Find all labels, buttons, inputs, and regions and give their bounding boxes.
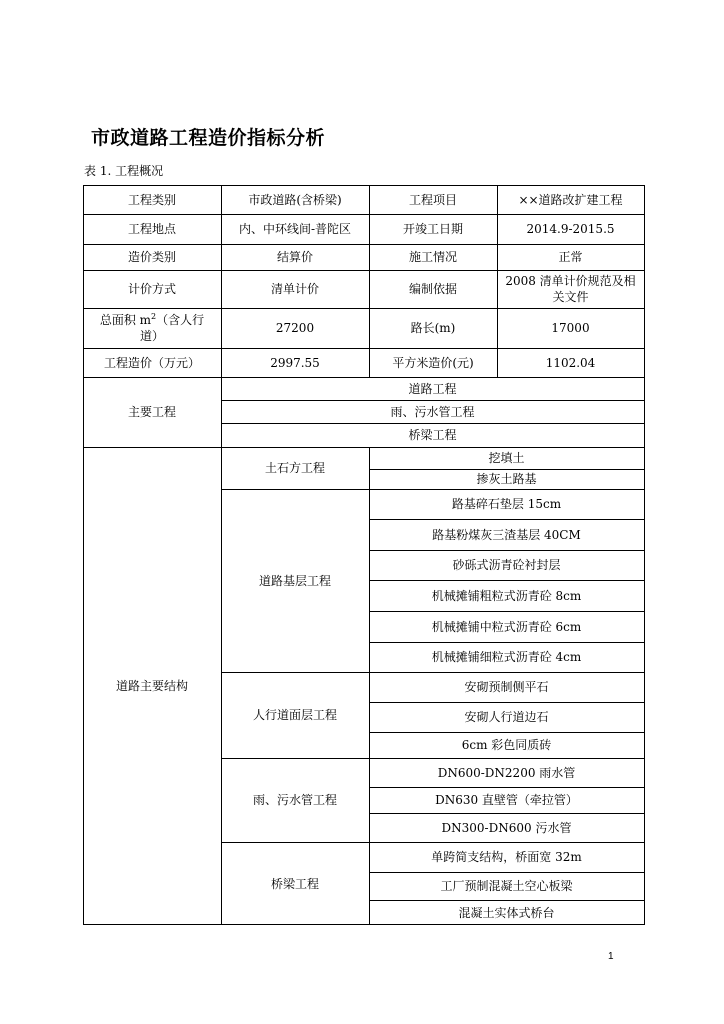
structure-item: 机械摊铺中粒式沥青砼 6cm [431, 619, 582, 634]
cell-label-pricing: 计价方式 [127, 282, 176, 296]
cell-value-cost: 2997.55 [270, 355, 320, 370]
structure-item: 安砌预制侧平石 [464, 680, 549, 694]
cell-value-unit-cost: 1102.04 [545, 355, 596, 370]
structure-item: 掺灰土路基 [476, 472, 537, 486]
structure-group-name: 道路基层工程 [258, 573, 331, 588]
cell-label-main-works: 主要工程 [127, 405, 176, 419]
structure-group-name: 人行道面层工程 [252, 708, 337, 722]
structure-item: 机械摊铺细粒式沥青砼 4cm [431, 650, 582, 664]
cell-label-length: 路长(m) [410, 321, 456, 335]
cell-value-basis: 2008 清单计价规范及相关文件 [505, 274, 636, 304]
cell-label-location: 工程地点 [127, 222, 176, 236]
cell-value-location: 内、中环线间-普陀区 [238, 222, 352, 236]
cell-label-cost-type: 造价类别 [127, 250, 176, 264]
structure-item: 挖填土 [488, 451, 525, 465]
cell-value-project: ××道路改扩建工程 [518, 192, 623, 207]
structure-item: DN630 直壁管（牵拉管） [435, 793, 578, 807]
cell-label-dates: 开竣工日期 [402, 222, 463, 236]
main-works-item: 雨、污水管工程 [390, 404, 475, 419]
cell-label-status: 施工情况 [408, 250, 457, 264]
structure-item: 6cm 彩色同质砖 [461, 738, 552, 752]
structure-item: 混凝土实体式桥台 [458, 905, 555, 920]
cell-label-cost: 工程造价（万元） [103, 355, 200, 370]
cell-value-status: 正常 [558, 250, 583, 264]
table-caption: 表 1. 工程概况 [84, 164, 164, 178]
cell-label-project: 工程项目 [408, 192, 457, 207]
cell-value-area: 27200 [275, 321, 315, 335]
cell-value-cost-type: 结算价 [276, 250, 313, 264]
page-number: 1 [608, 951, 614, 962]
structure-item: 路基粉煤灰三渣基层 40CM [432, 527, 581, 542]
cell-label-structure: 道路主要结构 [115, 679, 188, 693]
structure-item: DN300-DN600 污水管 [441, 820, 572, 835]
cell-value-length: 17000 [551, 321, 590, 335]
main-works-item: 桥梁工程 [408, 428, 457, 442]
document-title: 市政道路工程造价指标分析 [91, 127, 326, 149]
area-label-note: （含人行道） [139, 313, 205, 343]
structure-item: 机械摊铺粗粒式沥青砼 8cm [431, 588, 582, 603]
cell-value-dates: 2014.9-2015.5 [526, 222, 615, 236]
structure-item: 工厂预制混凝土空心板梁 [440, 879, 573, 893]
structure-item: DN600-DN2200 雨水管 [437, 765, 576, 780]
cell-label-basis: 编制依据 [408, 282, 457, 296]
cell-label-category: 工程类别 [127, 192, 176, 207]
structure-group-name: 桥梁工程 [270, 876, 319, 891]
area-label-text: 总面积 m [99, 313, 152, 327]
structure-item: 安砌人行道边石 [464, 710, 549, 724]
cell-value-category: 市政道路(含桥梁) [248, 192, 342, 207]
cell-value-pricing: 清单计价 [270, 282, 319, 296]
area-label-superscript: 2 [151, 312, 157, 321]
structure-item: 砂砾式沥青砼衬封层 [452, 558, 561, 572]
structure-group-name: 雨、污水管工程 [252, 793, 337, 807]
cell-label-unit-cost: 平方米造价(元) [392, 355, 474, 370]
main-works-item: 道路工程 [408, 381, 457, 396]
structure-item: 单跨简支结构，桥面宽 32m [431, 850, 582, 864]
structure-item: 路基碎石垫层 15cm [451, 497, 562, 511]
structure-group-name: 土石方工程 [264, 461, 325, 475]
